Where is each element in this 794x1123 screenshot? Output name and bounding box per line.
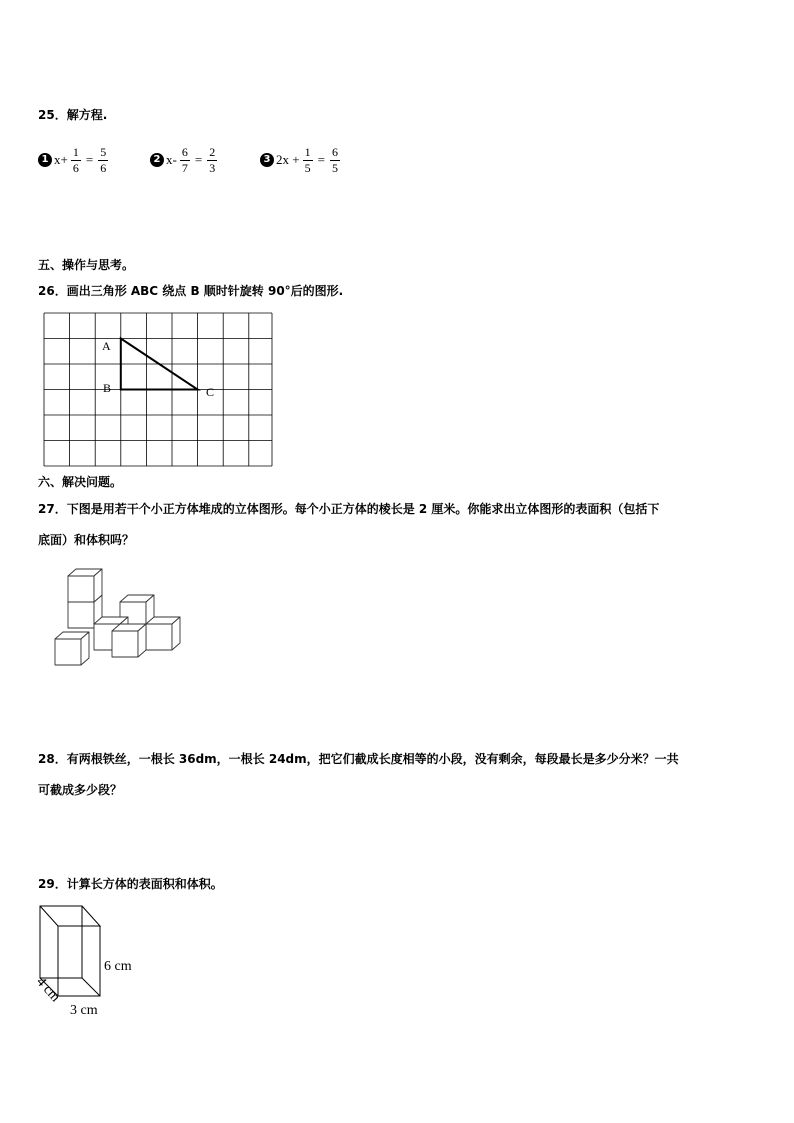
equals-sign: =	[85, 152, 94, 167]
q27-cube-figure	[50, 565, 185, 670]
eq2-prefix: x-	[166, 152, 177, 167]
numerator: 1	[304, 144, 311, 159]
cube	[55, 632, 89, 665]
q26-grid-figure	[40, 310, 276, 470]
q29-cuboid-figure	[30, 898, 160, 1023]
height-label: 6 cm	[104, 959, 132, 974]
numerator: 6	[331, 144, 338, 159]
eq1-prefix: x+	[54, 152, 68, 167]
denominator: 7	[181, 160, 188, 175]
q26-title: 26．画出三角形 ABC 绕点 B 顺时针旋转 90°后的图形.	[38, 284, 344, 298]
equation-1	[38, 140, 111, 180]
equals-sign: =	[317, 152, 325, 167]
circled-number-2: 2	[150, 153, 164, 167]
circled-number-1: 1	[38, 153, 52, 167]
cube	[68, 569, 102, 602]
q28-line-1: 28．有两根铁丝，一根长 36dm，一根长 24dm，把它们截成长度相等的小段，没有剩余，每段最长是多少分米？一共	[38, 752, 679, 766]
q27-line-2: 底面）和体积吗？	[38, 533, 135, 547]
eq3-fraction-left	[303, 145, 313, 176]
equation-3	[260, 140, 343, 180]
label-a: A	[102, 339, 111, 353]
denominator: 5	[331, 160, 338, 175]
label-b: B	[103, 381, 112, 395]
denominator: 6	[100, 160, 107, 175]
numerator: 1	[72, 144, 79, 159]
width-label: 3 cm	[70, 1003, 98, 1018]
equals-sign: =	[194, 152, 203, 167]
stacked-cubes	[55, 569, 180, 665]
eq1-fraction-right	[98, 145, 108, 176]
cube	[146, 617, 180, 650]
q29-title: 29．计算长方体的表面积和体积。	[38, 877, 223, 891]
denominator: 3	[209, 160, 216, 175]
eq3-fraction-right	[330, 145, 340, 176]
eq2-fraction-right	[207, 145, 217, 176]
eq1-fraction-left	[71, 145, 81, 176]
numerator: 2	[209, 144, 216, 159]
equation-2	[150, 140, 220, 180]
depth-label: 4 cm	[33, 974, 63, 1006]
denominator: 5	[304, 160, 311, 175]
q25-title: 25．解方程.	[38, 108, 108, 122]
denominator: 6	[72, 160, 79, 175]
eq3-prefix: 2x +	[276, 152, 300, 167]
label-c: C	[206, 385, 215, 399]
numerator: 5	[100, 144, 107, 159]
numerator: 6	[181, 144, 188, 159]
q27-line-1: 27．下图是用若干个小正方体堆成的立体图形。每个小正方体的棱长是 2 厘米。你能求出立体图形的表面积（包括下	[38, 502, 660, 516]
section-5-heading: 五、操作与思考。	[38, 258, 135, 272]
q28-line-2: 可截成多少段？	[38, 783, 123, 797]
eq2-fraction-left	[180, 145, 190, 176]
cube	[112, 624, 146, 657]
section-6-heading: 六、解决问题。	[38, 475, 123, 489]
circled-number-3: 3	[260, 153, 274, 167]
